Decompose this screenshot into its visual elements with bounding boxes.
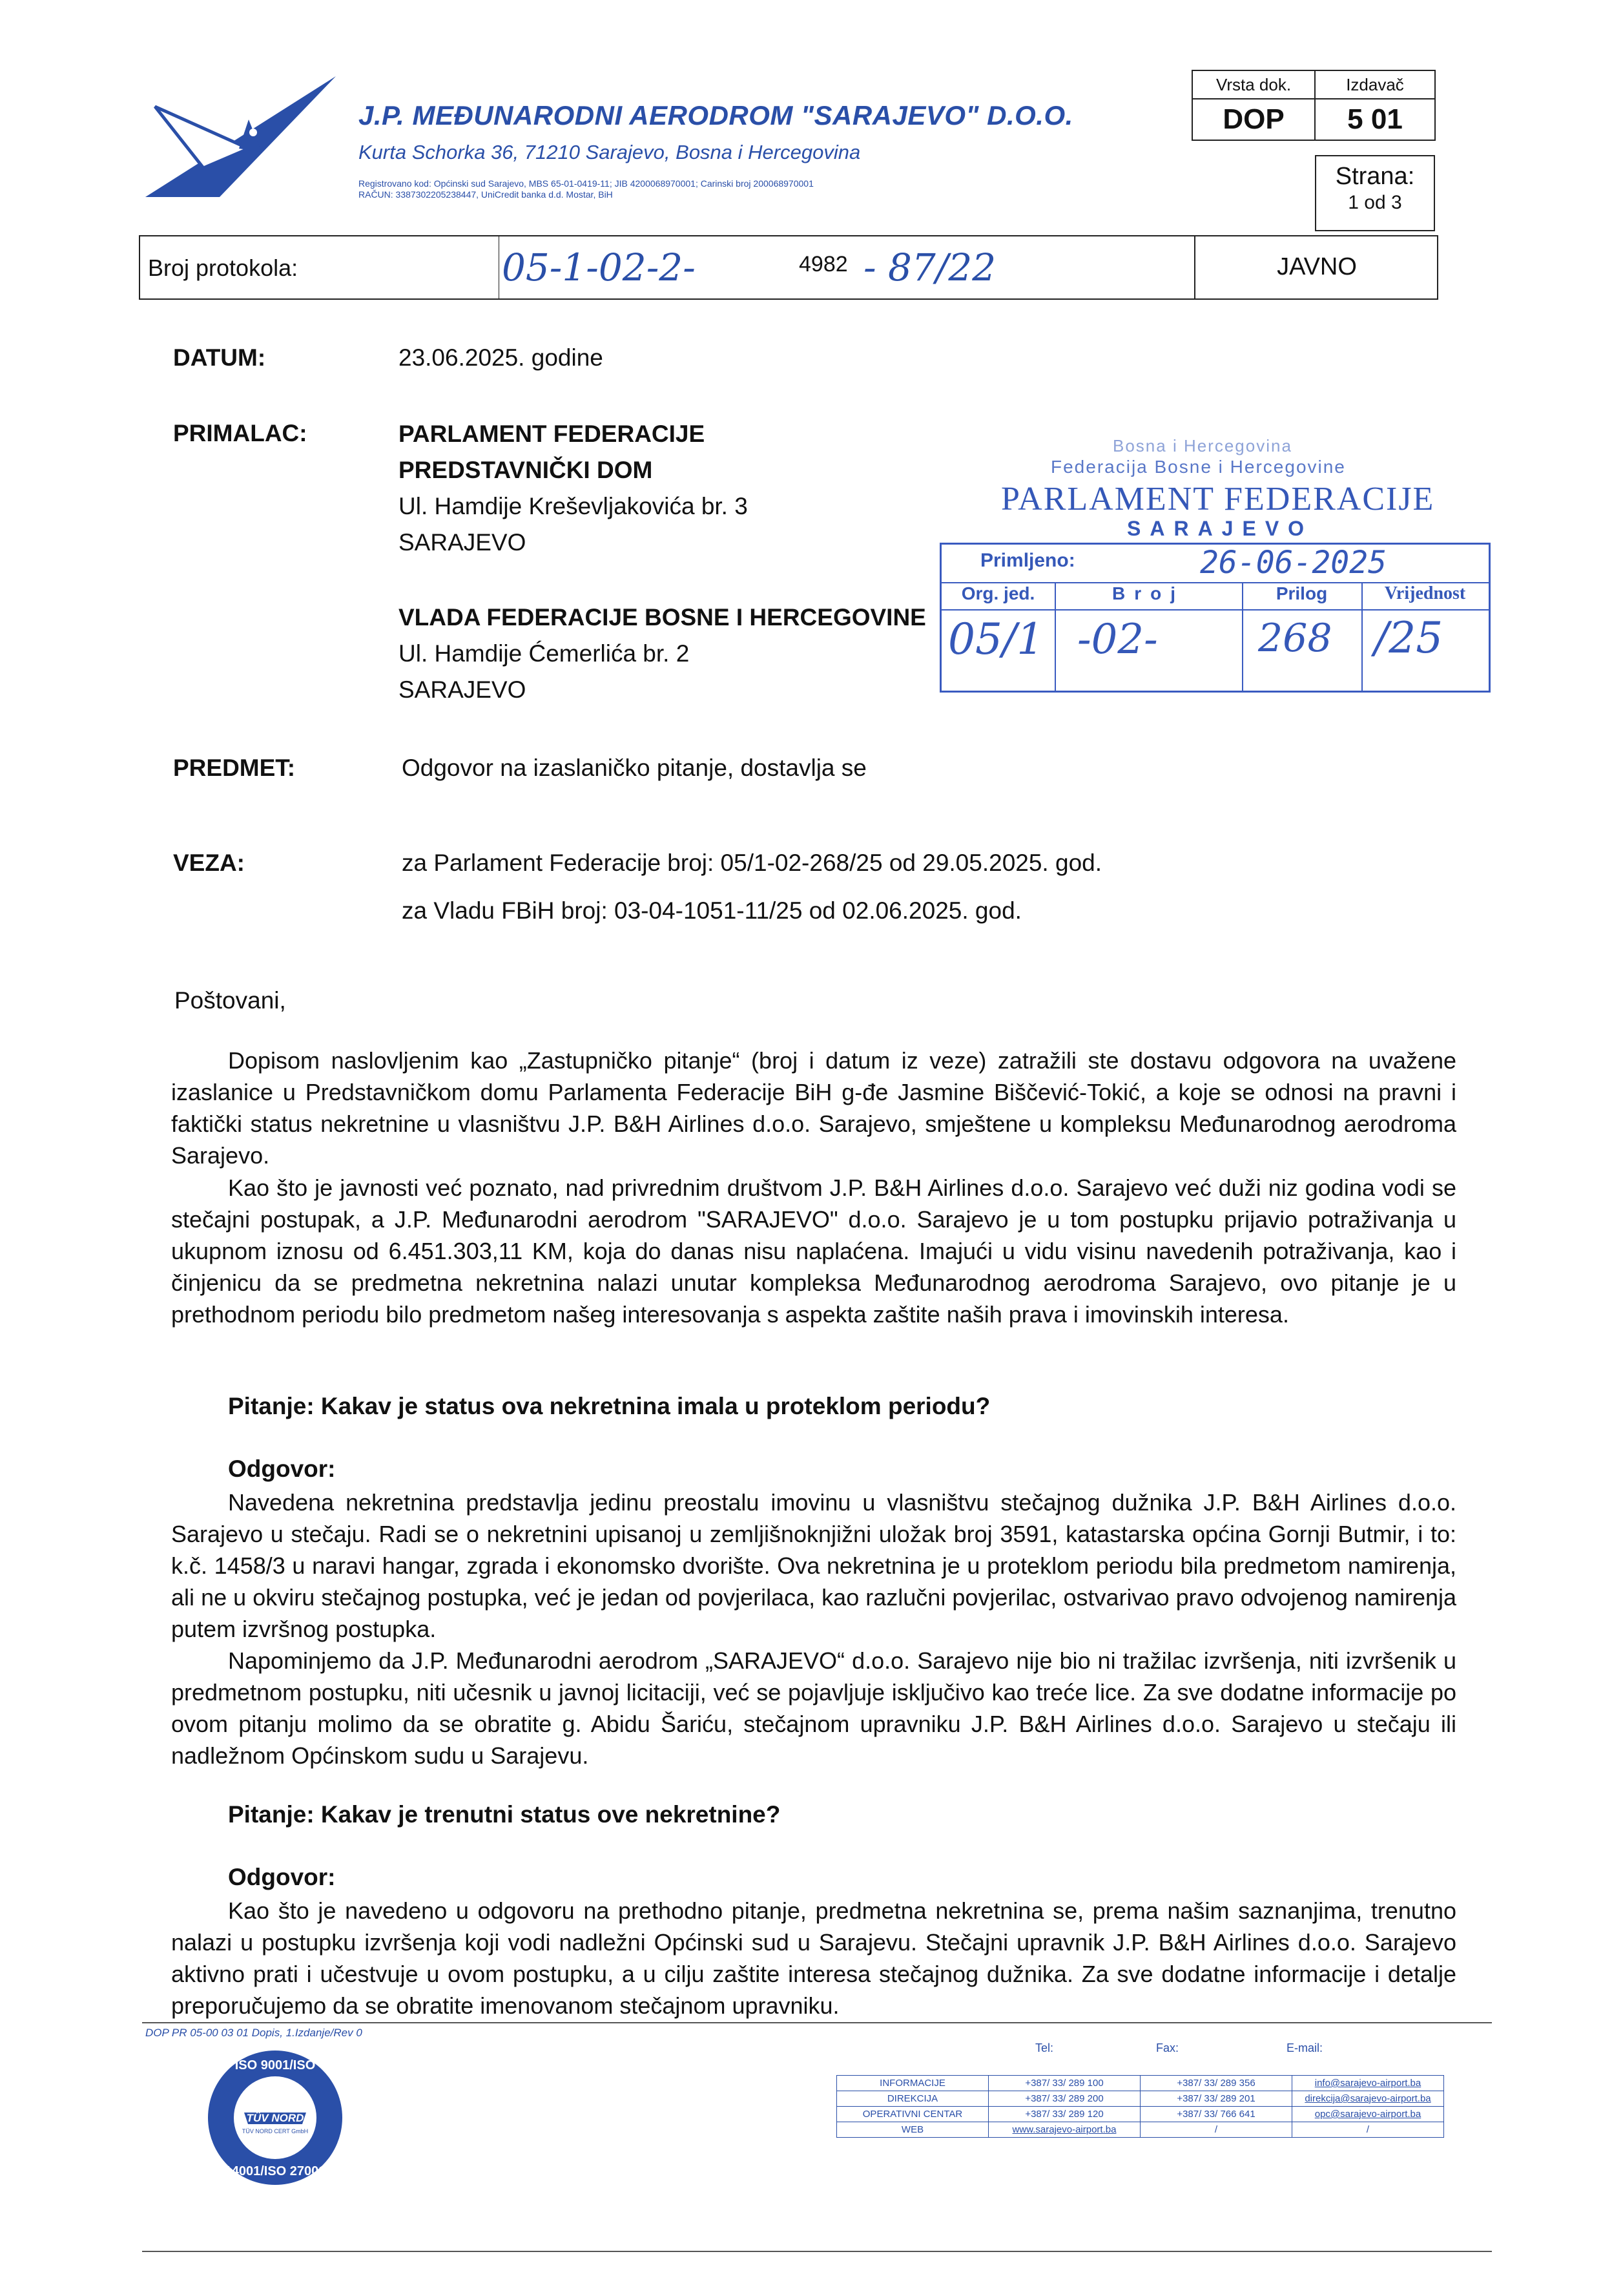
classification: JAVNO <box>1277 253 1357 280</box>
contact-col-fax: Fax: <box>1156 2041 1179 2054</box>
contact-fax: / <box>1141 2122 1292 2138</box>
contact-tel: +387/ 33/ 289 200 <box>989 2091 1141 2107</box>
vrsta-label: Vrsta dok. <box>1192 70 1315 99</box>
recipient-2-line-3: SARAJEVO <box>398 676 526 703</box>
contact-col-tel: Tel: <box>1035 2041 1054 2054</box>
stamp-val-4: /25 <box>1374 613 1443 663</box>
contact-row <box>837 2107 1444 2122</box>
contact-name: DIREKCIJA <box>837 2091 989 2107</box>
contact-name: OPERATIVNI CENTAR <box>837 2107 989 2122</box>
contact-row <box>837 2091 1444 2107</box>
contact-name: WEB <box>837 2122 989 2138</box>
contact-fax: +387/ 33/ 766 641 <box>1141 2107 1292 2122</box>
contact-row <box>837 2076 1444 2091</box>
stamp-received-date: 26-06-2025 <box>1200 545 1387 581</box>
stamp-val-2: -02- <box>1077 616 1158 663</box>
recipient-2 <box>398 600 926 708</box>
datum-label: DATUM: <box>173 344 266 371</box>
protocol-handwritten-1: 05-1-02-2- <box>502 245 696 289</box>
veza-line-1: za Parlament Federacije broj: 05/1-02-268/25 od 29.05.2025. god. <box>402 850 1102 876</box>
contact-col-email: E-mail: <box>1286 2041 1323 2054</box>
stamp-line-1: Bosna i Hercegovina <box>1113 436 1292 455</box>
recipient-1-line-2: PREDSTAVNIČKI DOM <box>398 457 653 483</box>
recipient-2-line-2: Ul. Hamdije Ćemerlića br. 2 <box>398 640 690 667</box>
contact-fax: +387/ 33/ 289 201 <box>1141 2091 1292 2107</box>
recipient-1-line-1: PARLAMENT FEDERACIJE <box>398 421 705 447</box>
primalac-label: PRIMALAC: <box>173 420 307 446</box>
stamp-line-4: SARAJEVO <box>1127 517 1314 540</box>
izdavac-label: Izdavač <box>1315 70 1435 99</box>
protocol-handwritten-2: - 87/22 <box>863 245 997 289</box>
predmet-value: Odgovor na izaslaničko pitanje, dostavlja se <box>402 755 867 781</box>
strana-value: 1 od 3 <box>1348 192 1402 213</box>
contact-email[interactable]: info@sarajevo-airport.ba <box>1292 2076 1444 2091</box>
certification-badge <box>205 2048 345 2187</box>
answer-1-paragraph-1: Navedena nekretnina predstavlja jedinu preostalu imovinu u vlasništvu stečajnog dužnika J.P. B&H Airlines d.o.o. Sarajevo u stečaju. Radi se o nekretnini upisanoj u zemljišnoknjižni uložak broj 3591, katastarska općina Gornji Butmir, i to: k.č. 1458/3 u naravi hangar, zgrada i ekonomsko dvorište. Ova nekretnina je u proteklom periodu bila predmetom namirenja, ali ne u okviru stečajnog postupka, već je jedan od povjerilaca, kao razlučni povjerilac, ostvarivao pravo odvojenog namirenja putem izvršnog postupka. <box>171 1489 1456 1642</box>
form-code: DOP PR 05-00 03 01 Dopis, 1.Izdanje/Rev 0 <box>145 2027 362 2039</box>
stamp-line-3: PARLAMENT FEDERACIJE <box>1001 481 1435 517</box>
body-paragraph-1: Dopisom naslovljenim kao „Zastupničko pitanje“ (broj i datum iz veze) zatražili ste dostavu odgovora na uvažene izaslanice u Predstavničkom domu Parlamenta Federacije BiH g-đe Jasmine Biščević-Tokić, a koje se odnosi na pravni i faktički status nekretnine u vlasništvu J.P. B&H Airlines d.o.o. Sarajevo, smještene u kompleksu Međunarodnog aerodroma Sarajevo. <box>171 1047 1456 1169</box>
company-address: Kurta Schorka 36, 71210 Sarajevo, Bosna i Hercegovina <box>358 141 861 163</box>
veza-label: VEZA: <box>173 850 245 876</box>
recipient-1-line-3: Ul. Hamdije Kreševljakovića br. 3 <box>398 493 748 519</box>
protocol-row <box>139 235 1438 300</box>
contact-web[interactable]: www.sarajevo-airport.ba <box>989 2122 1141 2138</box>
contact-email[interactable]: direkcija@sarajevo-airport.ba <box>1292 2091 1444 2107</box>
contact-table <box>836 2075 1444 2138</box>
stamp-col-1: Org. jed. <box>961 583 1035 603</box>
stamp-val-1: 05/1 <box>948 614 1044 664</box>
contact-fax: +387/ 33/ 289 356 <box>1141 2076 1292 2091</box>
salutation: Poštovani, <box>174 987 286 1014</box>
cert-center: TÜV NORD <box>246 2112 304 2124</box>
stamp-line-2: Federacija Bosne i Hercegovine <box>1051 457 1346 477</box>
vrsta-value: DOP <box>1192 99 1315 140</box>
recipient-1-line-4: SARAJEVO <box>398 529 526 556</box>
company-logo <box>142 71 342 200</box>
answer-2-label: Odgovor: <box>228 1864 336 1890</box>
predmet-label: PREDMET: <box>173 755 296 781</box>
cert-sub: TÜV NORD CERT GmbH <box>242 2128 309 2134</box>
body-paragraph-2: Kao što je javnosti već poznato, nad privrednim društvom J.P. B&H Airlines d.o.o. Sarajevo već duži niz godina vodi se stečajni postupak, a J.P. Međunarodni aerodrom "SARAJEVO" d.o.o. Sarajevo je u tom postupku prijavio potraživanja u ukupnom iznosu od 6.451.303,11 KM, koja do danas nisu naplaćena. Imajući u vidu visinu navedenih potraživanja, kao i činjenicu da se predmetna nekretnina nalazi unutar kompleksa Međunarodnog aerodroma Sarajevo, ovo pitanje je u prethodnom periodu bilo predmetom našeg interesovanja s aspekta zaštite naših prava i imovinskih interesa. <box>171 1174 1456 1328</box>
stamp-col-2: Broj <box>1112 583 1184 603</box>
answer-1-paragraph-2: Napominjemo da J.P. Međunarodni aerodrom „SARAJEVO“ d.o.o. Sarajevo nije bio ni tražilac izvršenja, niti izvršenik u predmetnom postupku, niti učesnik u javnoj licitaciji, već se pojavljuje isključivo kao treće lice. Za sve dodatne informacije po ovom pitanju molimo da se obratite g. Abidu Šariću, stečajnom upravniku J.P. B&H Airlines d.o.o. Sarajevo u stečaju ili nadležnom Općinskom sudu u Sarajevu. <box>171 1647 1456 1769</box>
stamp-box <box>940 543 1491 693</box>
stamp-col-3: Prilog <box>1276 583 1328 603</box>
cert-bottom: 14001/ISO 27001 <box>224 2164 326 2178</box>
veza-line-2: za Vladu FBiH broj: 03-04-1051-11/25 od 02.06.2025. god. <box>402 897 1022 924</box>
protocol-label: Broj protokola: <box>148 255 298 281</box>
answer-1-label: Odgovor: <box>228 1456 336 1482</box>
strana-label: Strana: <box>1335 163 1415 190</box>
contact-row <box>837 2122 1444 2138</box>
company-name: J.P. MEĐUNARODNI AERODROM "SARAJEVO" D.O.O. <box>358 100 1073 130</box>
registration-line-2: RAČUN: 3387302205238447, UniCredit banka d.d. Mostar, BiH <box>358 189 613 200</box>
contact-email: / <box>1292 2122 1444 2138</box>
contact-tel: +387/ 33/ 289 100 <box>989 2076 1141 2091</box>
contact-email[interactable]: opc@sarajevo-airport.ba <box>1292 2107 1444 2122</box>
stamp-col-4: Vrijednost <box>1384 583 1466 603</box>
contact-tel: +387/ 33/ 289 120 <box>989 2107 1141 2122</box>
question-1: Pitanje: Kakav je status ova nekretnina imala u proteklom periodu? <box>228 1393 991 1419</box>
company-registration <box>358 178 1069 200</box>
registration-line-1: Registrovano kod: Općinski sud Sarajevo, MBS 65-01-0419-11; JIB 4200068970001; Carinski broj 200068970001 <box>358 178 814 189</box>
page-counter <box>1315 155 1435 231</box>
protocol-number: 4982 <box>799 252 848 277</box>
recipient-2-line-1: VLADA FEDERACIJE BOSNE I HERCEGOVINE <box>398 604 926 631</box>
bottom-divider <box>142 2251 1492 2252</box>
izdavac-value: 5 01 <box>1315 99 1435 140</box>
answer-2-paragraph-1: Kao što je navedeno u odgovoru na prethodno pitanje, predmetna nekretnina se, prema našim saznanjima, trenutno nalazi u postupku izvršenja koji vodi nadležni Općinski sud u Sarajevu. Stečajni upravnik J.P. B&H Airlines d.o.o. Sarajevo aktivno prati i učestvuje u ovom postupku, a u cilju zaštite interesa stečajnog dužnika. Za sve dodatne informacije i detalje preporučujemo da se obratite imenovanom stečajnom upravniku. <box>171 1897 1456 2019</box>
stamp-val-3: 268 <box>1258 616 1332 661</box>
question-2: Pitanje: Kakav je trenutni status ove nekretnine? <box>228 1801 781 1828</box>
stamp-received-label: Primljeno: <box>980 550 1075 571</box>
footer-divider <box>142 2022 1492 2023</box>
recipient-1 <box>398 416 748 561</box>
doc-meta-table <box>1192 70 1436 141</box>
received-stamp <box>940 423 1495 694</box>
contact-name: INFORMACIJE <box>837 2076 989 2091</box>
cert-top: ISO 9001/ISO <box>234 2058 316 2072</box>
datum-value: 23.06.2025. godine <box>398 344 603 371</box>
